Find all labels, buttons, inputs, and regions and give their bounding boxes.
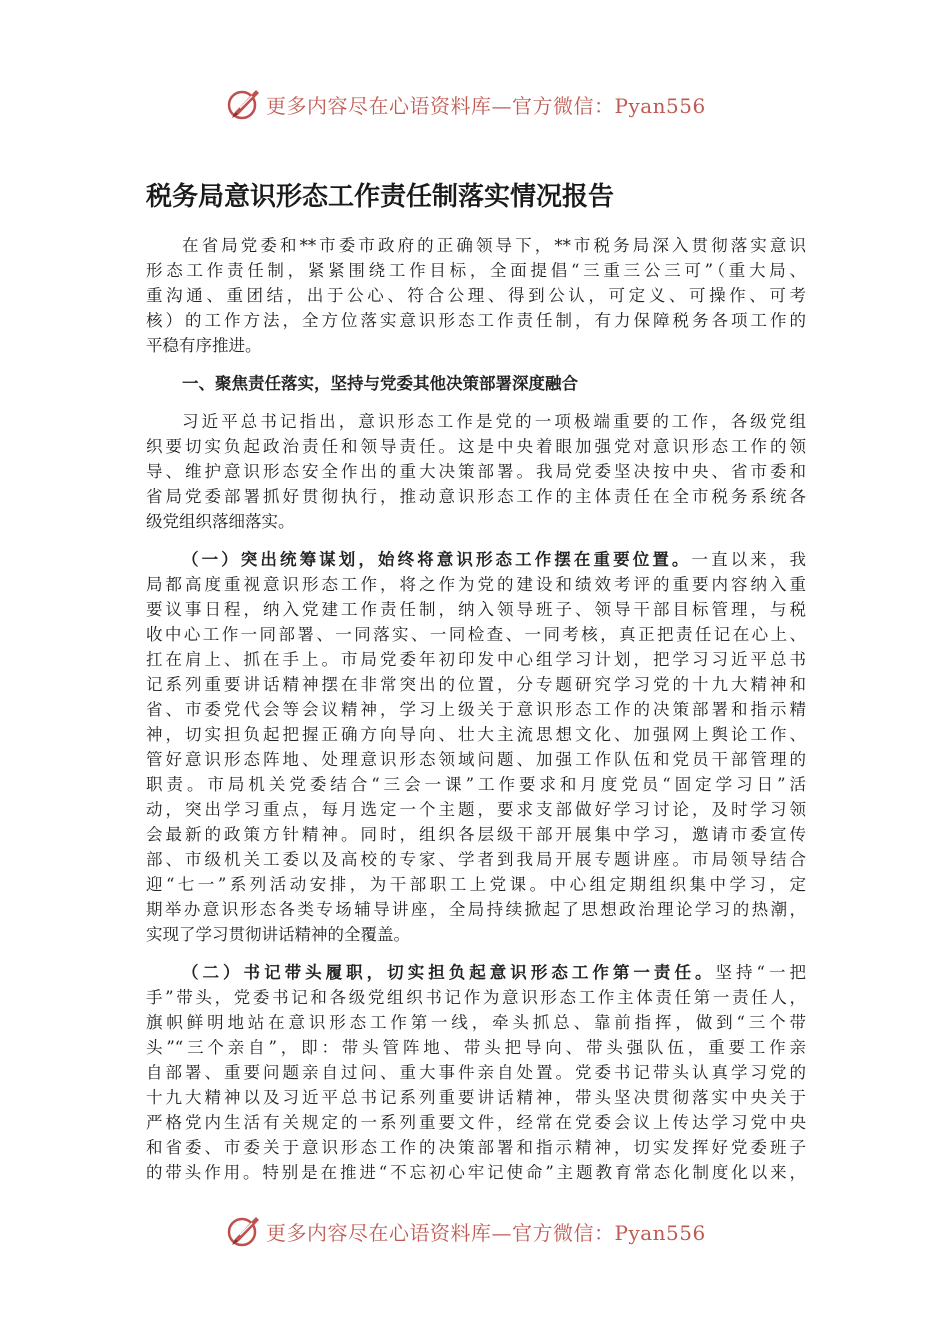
text-line: 期举办意识形态各类专场辅导讲座，全局持续掀起了思想政治理论学习的热潮， bbox=[146, 900, 806, 919]
subsection-lead-text: 一直以来，我 bbox=[691, 550, 806, 569]
subsection1-paragraph bbox=[146, 547, 806, 947]
text-line: 织要切实负起政治责任和领导责任。这是中央着眼加强党对意识形态工作的领 bbox=[146, 437, 806, 456]
text-line bbox=[146, 547, 806, 572]
text-line: 在省局党委和**市委市政府的正确领导下，**市税务局深入贯彻落实意识 bbox=[182, 236, 806, 255]
text-line: 会最新的政策方针精神。同时，组织各层级干部开展集中学习，邀请市委宣传 bbox=[146, 825, 806, 844]
text-line: 省、市委党代会等会议精神，学习上级关于意识形态工作的决策部署和指示精 bbox=[146, 700, 806, 719]
text-line bbox=[146, 960, 806, 985]
subsection-heading: （二）书记带头履职，切实担负起意识形态工作第一责任。 bbox=[182, 963, 716, 982]
section-heading: 一、聚焦责任落实，坚持与党委其他决策部署深度融合 bbox=[182, 374, 578, 393]
text-line: 习近平总书记指出，意识形态工作是党的一项极端重要的工作，各级党组 bbox=[182, 412, 806, 431]
banner-slogan: 更多内容尽在心语资料库—官方微信：Pyan556 bbox=[266, 93, 706, 118]
quill-logo-icon bbox=[226, 1213, 262, 1249]
text-line: 迎“七一”系列活动安排，为干部职工上党课。中心组定期组织集中学习，定 bbox=[146, 875, 806, 894]
text-line: 手”带头，党委书记和各级党组织书记作为意识形态工作主体责任第一责任人， bbox=[146, 988, 806, 1007]
text-line: 职责。市局机关党委结合“三会一课”工作要求和月度党员“固定学习日”活 bbox=[146, 775, 806, 794]
document-body bbox=[146, 233, 806, 1185]
section1-paragraph bbox=[146, 409, 806, 534]
text-line: 平稳有序推进。 bbox=[146, 336, 262, 355]
text-line: 严格党内生活有关规定的一系列重要文件，经常在党委会议上传达学习党中央 bbox=[146, 1113, 806, 1132]
text-line: 扛在肩上、抓在手上。市局党委年初印发中心组学习计划，把学习习近平总书 bbox=[146, 650, 806, 669]
subsection-heading: （一）突出统筹谋划，始终将意识形态工作摆在重要位置。 bbox=[182, 550, 692, 569]
subsection2-paragraph bbox=[146, 960, 806, 1185]
text-line: 级党组织落细落实。 bbox=[146, 512, 295, 531]
intro-paragraph bbox=[146, 233, 806, 358]
text-line: 导、维护意识形态安全作出的重大决策部署。我局党委坚决按中央、省市委和 bbox=[146, 462, 806, 481]
text-line: 局都高度重视意识形态工作，将之作为党的建设和绩效考评的重要内容纳入重 bbox=[146, 575, 806, 594]
text-line: 核）的工作方法，全方位落实意识形态工作责任制，有力保障税务各项工作的 bbox=[146, 311, 806, 330]
text-line: 省局党委部署抓好贯彻执行，推动意识形态工作的主体责任在全市税务系统各 bbox=[146, 487, 806, 506]
text-line: 自部署、重要问题亲自过问、重大事件亲自处置。党委书记带头认真学习党的 bbox=[146, 1063, 806, 1082]
document-title: 税务局意识形态工作责任制落实情况报告 bbox=[146, 182, 615, 212]
quill-logo-icon bbox=[226, 86, 262, 122]
text-line: 重沟通、重团结，出于公心、符合公理、得到公认，可定义、可操作、可考 bbox=[146, 286, 806, 305]
text-line: 的带头作用。特别是在推进“不忘初心牢记使命”主题教育常态化制度化以来， bbox=[146, 1163, 806, 1182]
text-line: 和省委、市委关于意识形态工作的决策部署和指示精神，切实发挥好党委班子 bbox=[146, 1138, 806, 1157]
text-line: 记系列重要讲话精神摆在非常突出的位置，分专题研究学习党的十九大精神和 bbox=[146, 675, 806, 694]
text-line: 管好意识形态阵地、处理意识形态领域问题、加强工作队伍和党员干部管理的 bbox=[146, 750, 806, 769]
text-line: 部、市级机关工委以及高校的专家、学者到我局开展专题讲座。市局领导结合 bbox=[146, 850, 806, 869]
text-line: 动，突出学习重点，每月选定一个主题，要求支部做好学习讨论，及时学习领 bbox=[146, 800, 806, 819]
text-line: 头”“三个亲自”，即：带头管阵地、带头把导向、带头强队伍，重要工作亲 bbox=[146, 1038, 806, 1057]
text-line: 十九大精神以及习近平总书记系列重要讲话精神，带头坚决贯彻落实中央关于 bbox=[146, 1088, 806, 1107]
header-banner bbox=[226, 84, 706, 124]
text-line: 旗帜鲜明地站在意识形态工作第一线，牵头抓总、靠前指挥，做到“三个带 bbox=[146, 1013, 806, 1032]
footer-banner bbox=[226, 1211, 706, 1251]
text-line: 神，切实担负起把握正确方向导向、壮大主流思想文化、加强网上舆论工作、 bbox=[146, 725, 806, 744]
text-line: 形态工作责任制，紧紧围绕工作目标，全面提倡“三重三公三可”（重大局、 bbox=[146, 261, 806, 280]
text-line: 收中心工作一同部署、一同落实、一同检查、一同考核，真正把责任记在心上、 bbox=[146, 625, 806, 644]
text-line: 实现了学习贯彻讲话精神的全覆盖。 bbox=[146, 925, 410, 944]
text-line: 要议事日程，纳入党建工作责任制，纳入领导班子、领导干部目标管理，与税 bbox=[146, 600, 806, 619]
subsection-lead-text: 坚持“一把 bbox=[715, 963, 806, 982]
banner-slogan: 更多内容尽在心语资料库—官方微信：Pyan556 bbox=[266, 1220, 706, 1245]
